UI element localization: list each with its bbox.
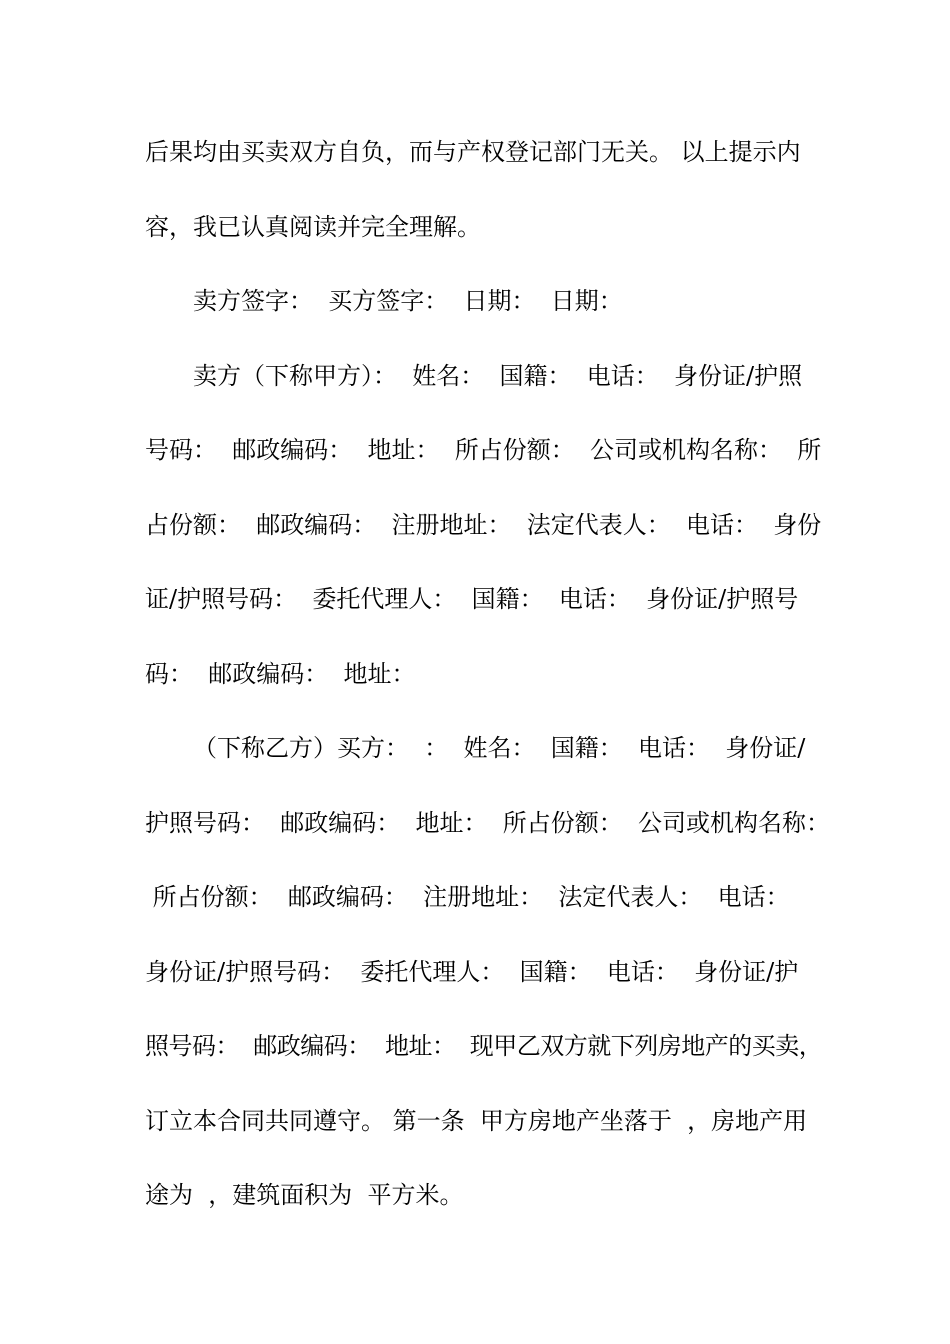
buyer-info-line-5: 照号码： 邮政编码： 地址： 现甲乙双方就下列房地产的买卖，	[145, 1032, 823, 1060]
seller-info-line-5: 码： 邮政编码： 地址：	[145, 660, 416, 688]
buyer-info-line-1: （下称乙方）买方： ： 姓名： 国籍： 电话： 身份证/	[193, 734, 806, 762]
article-one-line-2: 途为 ，建筑面积为 平方米。	[145, 1181, 464, 1209]
seller-info-line-1: 卖方（下称甲方）： 姓名： 国籍： 电话： 身份证/护照	[193, 362, 803, 390]
seller-info-line-4: 证/护照号码： 委托代理人： 国籍： 电话： 身份证/护照号	[145, 585, 799, 613]
buyer-info-line-3: 所占份额： 邮政编码： 注册地址： 法定代表人： 电话：	[145, 883, 790, 911]
buyer-info-line-2: 护照号码： 邮政编码： 地址： 所占份额： 公司或机构名称：	[145, 809, 831, 837]
seller-info-line-3: 占份额： 邮政编码： 注册地址： 法定代表人： 电话： 身份	[145, 511, 822, 539]
article-one-line-1: 订立本合同共同遵守。 第一条 甲方房地产坐落于 ，房地产用	[145, 1107, 808, 1135]
seller-info-line-2: 号码： 邮政编码： 地址： 所占份额： 公司或机构名称： 所	[145, 436, 822, 464]
text-line-1: 后果均由买卖双方自负，而与产权登记部门无关。 以上提示内	[145, 138, 801, 166]
buyer-info-line-4: 身份证/护照号码： 委托代理人： 国籍： 电话： 身份证/护	[145, 958, 799, 986]
text-line-2: 容，我已认真阅读并完全理解。	[145, 213, 481, 241]
signature-line: 卖方签字： 买方签字： 日期： 日期：	[193, 287, 623, 315]
